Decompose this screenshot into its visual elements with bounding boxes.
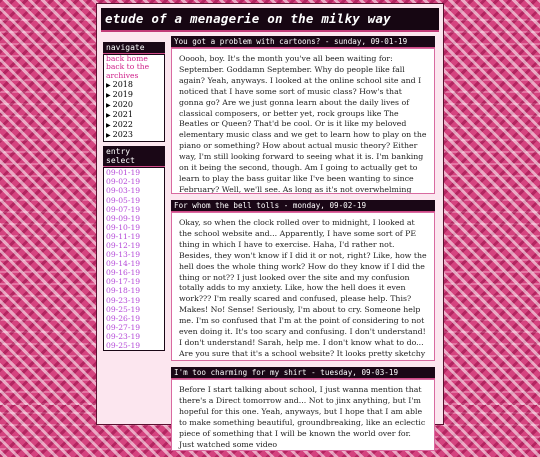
entry-link[interactable]: 09-05-19: [106, 195, 141, 205]
entry-link[interactable]: 09-02-19: [106, 177, 141, 187]
year-2018-item[interactable]: [104, 80, 164, 90]
entry-link[interactable]: 09-17-19: [106, 277, 141, 287]
site-header: [101, 8, 439, 32]
triangle-right-icon: ▶: [106, 102, 111, 110]
year-label: 2020: [112, 100, 133, 110]
triangle-right-icon: ▶: [106, 82, 111, 90]
entry-link[interactable]: 09-14-19: [106, 259, 141, 269]
triangle-right-icon: ▶: [106, 122, 111, 130]
post-body: Ooooh, boy. It's the month you've all been waiting for: September. Goddamn September. Why do people like fall again? Yeah, anyways. I looked at the online school site and I noticed that I have some sort of music class? How's that gonna go? Are we just gonna learn about the daily lives of classical composers, or better yet, rock groups like The Beatles or Queen? That'd be cool. Or is it like my beloved elementary music class and we get to learn how to play on the piano or something? How about actual music theory? Either way, I'm still looking forward to seeing what it is. I'm banking on it being the second, though. Am I going to actually get to learn to play the bass guitar like I've been wanting to since February? Well, we'll see. As long as it's not overwhelming: [171, 48, 435, 194]
triangle-right-icon: ▶: [106, 132, 111, 140]
year-2022-item[interactable]: [104, 120, 164, 130]
post-entry: [171, 367, 435, 451]
entry-link[interactable]: 09-18-19: [106, 286, 141, 296]
post-title: For whom the bell tolls - monday, 09-02-19: [171, 200, 435, 212]
back-home-link[interactable]: back home: [106, 54, 148, 63]
year-label: 2021: [112, 110, 133, 120]
post-body: Okay, so when the clock rolled over to midnight, I looked at the school website and... Apparently, I have some sort of PE thing in which I have to exercise. Haha, I'd rather not. Besides, they won't know if I did it or not, right? Like, how the hell does the whole thing work? How do they know if I did the thing or not?? I just looked over the site and my confusion totally adds to my anxiety. Like, how the hell does it even work??? I'm really scared and confused, please help. This? Makes! No! Sense! Seriously, I'm about to cry. Someone help me. I'm so confused that I'm at the point of considering to not even doing it. It's too scary and confusing. I don't understand! I don't understand! Sarah, help me. I don't know what to do... Are you sure that it's a school website? It looks pretty sketchy: [171, 212, 435, 361]
post-list: [171, 36, 435, 457]
entry-link[interactable]: 09-09-19: [106, 213, 141, 223]
entry-link[interactable]: 09-13-19: [106, 250, 141, 260]
year-2020-item[interactable]: [104, 100, 164, 110]
year-2021-item[interactable]: [104, 110, 164, 120]
year-label: 2023: [112, 130, 133, 140]
triangle-right-icon: ▶: [106, 92, 111, 100]
navigate-box: [103, 54, 165, 142]
entry-select-box: [103, 167, 165, 351]
entry-link[interactable]: 09-01-19: [106, 168, 141, 178]
year-label: 2018: [112, 80, 133, 90]
sidebar: [103, 42, 165, 351]
post-title: You got a problem with cartoons? - sunday, 09-01-19: [171, 36, 435, 48]
entry-link[interactable]: 09-12-19: [106, 240, 141, 250]
entry-link[interactable]: 09-07-19: [106, 204, 141, 214]
post-title: I'm too charming for my shirt - tuesday, 09-03-19: [171, 367, 435, 379]
post-body: Before I start talking about school, I just wanna mention that there's a Direct tomorrow and... Not to jinx anything, but I'm hopeful for this one. Yeah, anyways, but I hope that I am able to make something beautiful, groundbreaking, like an eclectic piece of something that I will be known the world over for. Just watched some video: [171, 379, 435, 451]
entry-select-heading: entry select: [103, 146, 165, 167]
entry-link[interactable]: 09-23-19: [106, 295, 141, 305]
year-label: 2022: [112, 120, 133, 130]
entry-link[interactable]: 09-25-19: [106, 304, 141, 314]
year-2023-item[interactable]: [104, 130, 164, 140]
year-label: 2019: [112, 90, 133, 100]
back-to-archives-link[interactable]: back to the archives: [106, 62, 150, 80]
entry-link[interactable]: 09-11-19: [106, 231, 141, 241]
entry-link[interactable]: 09-27-19: [106, 322, 141, 332]
post-entry: [171, 200, 435, 361]
navigate-heading: navigate: [103, 42, 165, 54]
post-entry: [171, 36, 435, 194]
main-panel: [96, 3, 444, 449]
entry-link[interactable]: 09-23-19: [106, 331, 141, 341]
entry-link[interactable]: 09-16-19: [106, 268, 141, 278]
entry-link[interactable]: 09-10-19: [106, 222, 141, 232]
triangle-right-icon: ▶: [106, 112, 111, 120]
entry-link[interactable]: 09-26-19: [106, 313, 141, 323]
entry-link[interactable]: 09-25-19: [106, 341, 141, 350]
year-2019-item[interactable]: [104, 90, 164, 100]
entry-link[interactable]: 09-03-19: [106, 186, 141, 196]
site-title: etude of a menagerie on the milky way: [105, 11, 391, 26]
